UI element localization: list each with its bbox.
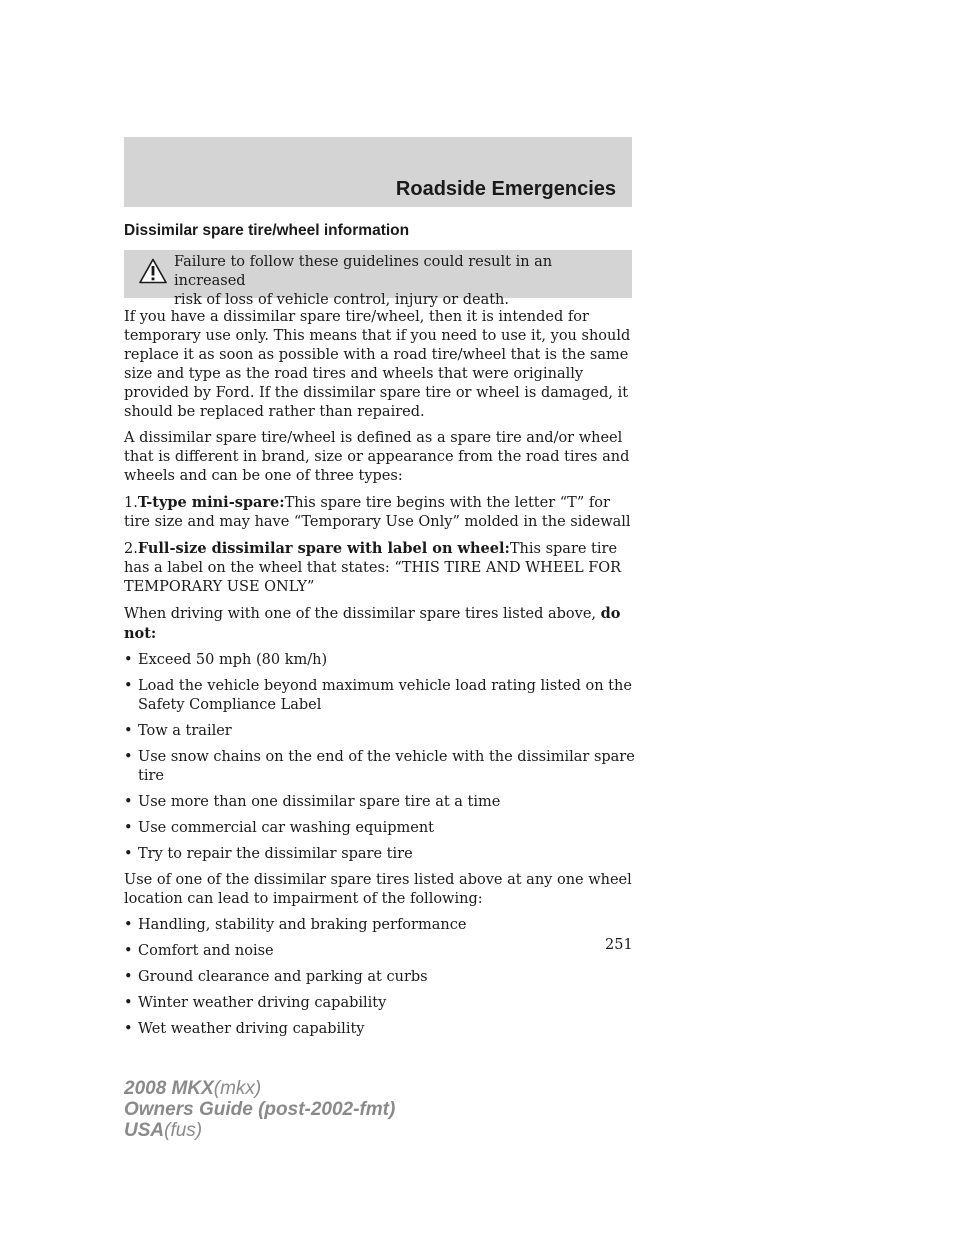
bullet-icon: • xyxy=(124,943,133,959)
bullet-icon: • xyxy=(124,969,133,985)
bullet-icon: • xyxy=(124,794,133,810)
list-item: • Use more than one dissimilar spare tire at a time xyxy=(124,794,501,810)
type-label: T-type mini-spare: xyxy=(137,494,285,511)
bullet-icon: • xyxy=(124,1021,133,1037)
bullet-icon: • xyxy=(124,820,133,836)
bullet-icon: • xyxy=(124,652,133,668)
do-not-label: do not: xyxy=(124,605,621,642)
footer-line-guide: Owners Guide (post-2002-fmt) xyxy=(124,1099,396,1120)
paragraph-temporary-use: If you have a dissimilar spare tire/wheel, then it is intended for temporary use only. This means that if you need to use it, you should replace it as soon as possible with a road tire/wheel that is the same size and type as the road tires and wheels that were originally provided by Ford. If the dissimilar spare tire or wheel is damaged, it should be replaced rather than repaired. xyxy=(124,309,631,420)
type-item-1 xyxy=(124,493,636,532)
section-title: Roadside Emergencies xyxy=(395,178,616,200)
paragraph-definition: A dissimilar spare tire/wheel is defined as a spare tire and/or wheel that is different in brand, size or appearance from the road tires and wheels and can be one of three types: xyxy=(124,430,630,484)
list-item: • Handling, stability and braking performance xyxy=(124,917,467,933)
footer-line-market: USA(fus) xyxy=(124,1120,203,1141)
type-number: 1. xyxy=(124,495,138,511)
bullet-icon: • xyxy=(124,995,133,1011)
sub-heading: Dissimilar spare tire/wheel information xyxy=(124,222,410,239)
do-not-intro xyxy=(124,604,636,644)
warning-line: risk of loss of vehicle control, injury or death. xyxy=(174,292,510,308)
page-content xyxy=(124,222,644,1046)
warning-line: Failure to follow these guidelines could result in an increased xyxy=(174,254,553,289)
type-text: This spare tire begins with the letter “T” for tire size and may have “Temporary Use Only” molded in the sidewall xyxy=(124,495,631,530)
type-number: 2. xyxy=(124,541,138,557)
list-item: • Ground clearance and parking at curbs xyxy=(124,969,428,985)
do-not-list xyxy=(124,651,644,864)
bullet-icon: • xyxy=(124,917,133,933)
type-label: Full-size dissimilar spare with label on wheel: xyxy=(137,540,510,557)
bullet-icon: • xyxy=(124,723,133,739)
page-number: 251 xyxy=(605,937,633,953)
warning-triangle-icon xyxy=(139,258,167,284)
bullet-icon: • xyxy=(124,749,133,765)
type-item-2 xyxy=(124,539,636,597)
list-item: • Try to repair the dissimilar spare tire xyxy=(124,846,413,862)
bullet-icon: • xyxy=(124,846,133,862)
list-item: • Winter weather driving capability xyxy=(124,995,387,1011)
type-text: This spare tire has a label on the wheel that states: “THIS TIRE AND WHEEL FOR TEMPORARY USE ONLY” xyxy=(124,541,622,595)
list-item: • Use snow chains on the end of the vehicle with the dissimilar spare tire xyxy=(124,749,635,784)
bullet-icon: • xyxy=(124,678,133,694)
footer-line-model: 2008 MKX(mkx) xyxy=(124,1078,262,1099)
warning-box xyxy=(124,250,632,308)
list-item: • Use commercial car washing equipment xyxy=(124,820,434,836)
list-item: • Tow a trailer xyxy=(124,723,232,739)
impairment-intro: Use of one of the dissimilar spare tires listed above at any one wheel location can lead to impairment of the following: xyxy=(124,872,632,907)
section-header-band xyxy=(124,137,632,207)
list-item: • Comfort and noise xyxy=(124,943,274,959)
list-item: • Wet weather driving capability xyxy=(124,1021,365,1037)
list-item: • Load the vehicle beyond maximum vehicle load rating listed on the Safety Compliance Label xyxy=(124,678,632,713)
do-not-intro-text: When driving with one of the dissimilar spare tires listed above, xyxy=(124,606,597,622)
warning-text xyxy=(174,253,614,310)
document-footer xyxy=(124,1078,395,1141)
impairment-list xyxy=(124,916,644,1039)
list-item: • Exceed 50 mph (80 km/h) xyxy=(124,652,328,668)
